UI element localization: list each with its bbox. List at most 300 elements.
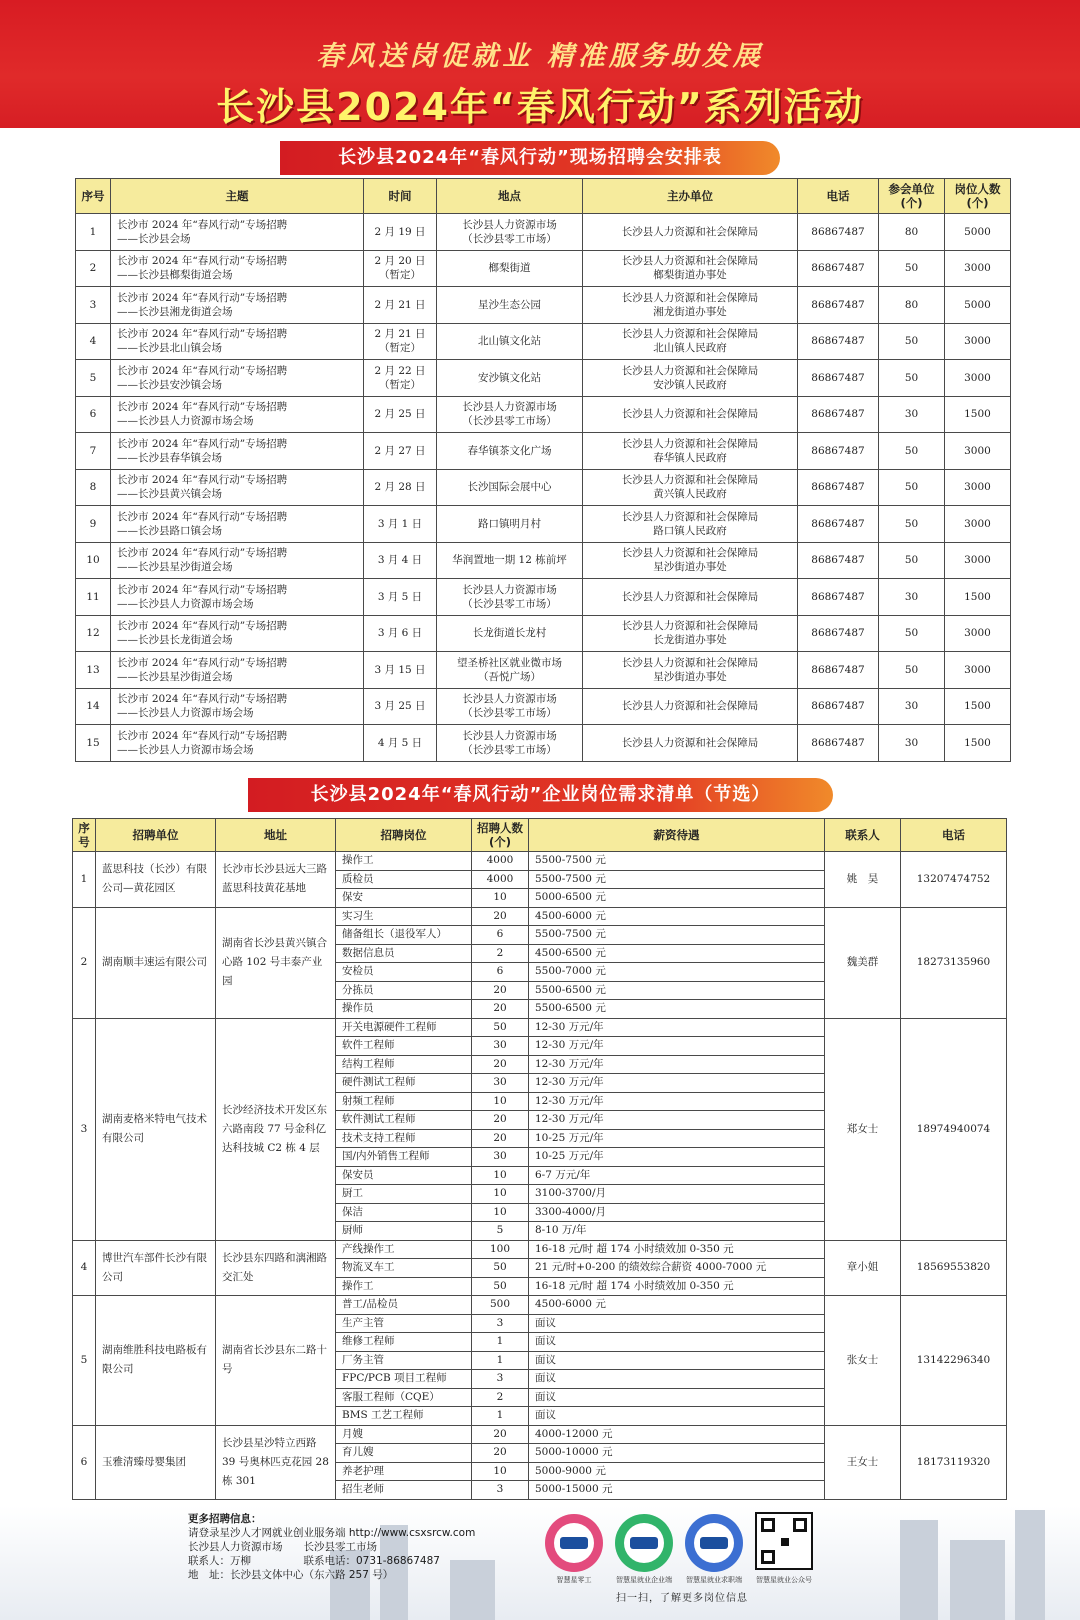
schedule-row xyxy=(76,433,1011,470)
schedule-phone: 86867487 xyxy=(798,688,879,725)
job-count: 3 xyxy=(472,1370,529,1389)
cell-line: 长沙市 2024 年“春风行动”专场招聘 xyxy=(117,401,288,414)
schedule-theme xyxy=(111,214,364,251)
cell-line: 2 月 27 日 xyxy=(374,444,426,457)
schedule-jobs: 1500 xyxy=(945,725,1011,762)
job-title: 国/内外销售工程师 xyxy=(336,1148,472,1167)
cell-line: （长沙县零工市场） xyxy=(462,597,557,610)
company-name: 湖南维胜科技电路板有限公司 xyxy=(96,1296,216,1426)
schedule-no: 10 xyxy=(76,542,111,579)
cell-line: 长沙县人力资源和社会保障局 xyxy=(621,736,759,749)
schedule-row xyxy=(76,579,1011,616)
schedule-organizer xyxy=(583,652,798,689)
schedule-place xyxy=(437,542,583,579)
skyline-building xyxy=(1015,1510,1045,1620)
cell-line: 长沙县人力资源和社会保障局 xyxy=(621,656,759,669)
job-count: 1 xyxy=(472,1333,529,1352)
schedule-jobs: 3000 xyxy=(945,506,1011,543)
schedule-no: 3 xyxy=(76,287,111,324)
schedule-place xyxy=(437,287,583,324)
schedule-phone: 86867487 xyxy=(798,725,879,762)
job-count: 20 xyxy=(472,1055,529,1074)
job-count: 10 xyxy=(472,889,529,908)
job-salary: 3100-3700/月 xyxy=(529,1185,825,1204)
schedule-jobs: 3000 xyxy=(945,250,1011,287)
cell-line: 长沙县人力资源市场 xyxy=(462,401,557,414)
schedule-organizer xyxy=(583,725,798,762)
company-name: 湖南顺丰速运有限公司 xyxy=(96,907,216,1018)
cell-line: 3 月 25 日 xyxy=(374,700,426,713)
job-title: 月嫂 xyxy=(336,1425,472,1444)
cell-line: ——长沙县人力资源市场会场 xyxy=(117,743,254,756)
job-count: 30 xyxy=(472,1037,529,1056)
job-count: 50 xyxy=(472,1018,529,1037)
schedule-units: 50 xyxy=(879,506,945,543)
job-salary: 5500-7000 元 xyxy=(529,963,825,982)
schedule-place xyxy=(437,579,583,616)
schedule-no: 12 xyxy=(76,615,111,652)
demand-header-row xyxy=(73,819,1007,852)
cell-line: 3 月 4 日 xyxy=(377,554,423,567)
job-salary: 12-30 万元/年 xyxy=(529,1074,825,1093)
qr-code-icon[interactable] xyxy=(755,1512,813,1570)
job-salary: 8-10 万/年 xyxy=(529,1222,825,1241)
schedule-jobs: 5000 xyxy=(945,214,1011,251)
job-title: 操作员 xyxy=(336,1000,472,1019)
cell-line: ——长沙县人力资源市场会场 xyxy=(117,597,254,610)
schedule-jobs: 3000 xyxy=(945,652,1011,689)
cell-line: 3 月 15 日 xyxy=(374,663,426,676)
cell-line: 长沙县人力资源市场 xyxy=(462,583,557,596)
cell-line: ——长沙县人力资源市场会场 xyxy=(117,707,254,720)
company-phone: 18569553820 xyxy=(901,1240,1007,1296)
schedule-theme xyxy=(111,615,364,652)
job-title: 安检员 xyxy=(336,963,472,982)
col-addr: 地址 xyxy=(216,819,336,852)
company-name: 蓝思科技（长沙）有限公司—黄花园区 xyxy=(96,852,216,908)
schedule-place xyxy=(437,652,583,689)
col-post: 招聘岗位 xyxy=(336,819,472,852)
job-salary: 6-7 万元/年 xyxy=(529,1166,825,1185)
schedule-place xyxy=(437,469,583,506)
cell-line: 北山镇人民政府 xyxy=(653,342,727,355)
schedule-jobs: 3000 xyxy=(945,433,1011,470)
job-salary: 10-25 万元/年 xyxy=(529,1148,825,1167)
cell-line: 华润置地一期 12 栋前坪 xyxy=(452,554,567,567)
schedule-row xyxy=(76,250,1011,287)
cell-line: 长沙县人力资源和社会保障局 xyxy=(621,620,759,633)
job-count: 10 xyxy=(472,1462,529,1481)
schedule-place xyxy=(437,688,583,725)
schedule-jobs: 5000 xyxy=(945,287,1011,324)
job-count: 10 xyxy=(472,1092,529,1111)
cell-line: 榔梨街道办事处 xyxy=(653,269,727,282)
cell-line: 春华镇人民政府 xyxy=(653,451,727,464)
col-no: 序号 xyxy=(76,179,111,214)
schedule-no: 1 xyxy=(76,214,111,251)
schedule-organizer xyxy=(583,287,798,324)
cell-line: 望圣桥社区就业微市场 xyxy=(457,656,562,669)
demand-row xyxy=(73,852,1007,871)
company-no: 6 xyxy=(73,1425,96,1499)
cell-line: 2 月 19 日 xyxy=(374,225,426,238)
col-phone: 电话 xyxy=(798,179,879,214)
cell-line: ——长沙县湘龙街道会场 xyxy=(117,305,233,318)
qr-caption: 智慧星就业企业端 xyxy=(616,1576,672,1584)
schedule-organizer xyxy=(583,542,798,579)
schedule-jobs: 3000 xyxy=(945,615,1011,652)
demand-row xyxy=(73,1240,1007,1259)
schedule-row xyxy=(76,214,1011,251)
schedule-organizer xyxy=(583,615,798,652)
company-no: 4 xyxy=(73,1240,96,1296)
job-salary: 4500-6000 元 xyxy=(529,1296,825,1315)
footer-line: 地 址：长沙县文体中心（东六路 257 号） xyxy=(188,1569,394,1581)
cell-line: 3 月 1 日 xyxy=(377,517,423,530)
schedule-organizer xyxy=(583,250,798,287)
schedule-theme xyxy=(111,323,364,360)
skyline-building xyxy=(950,1540,1005,1620)
company-address: 湖南省长沙县东二路十号 xyxy=(216,1296,336,1426)
job-salary: 21 元/时+0-200 的绩效综合薪资 4000-7000 元 xyxy=(529,1259,825,1278)
schedule-jobs: 1500 xyxy=(945,396,1011,433)
company-contact: 张女士 xyxy=(825,1296,901,1426)
cell-line: 长沙县人力资源和社会保障局 xyxy=(621,510,759,523)
schedule-time xyxy=(364,688,437,725)
schedule-time xyxy=(364,542,437,579)
cell-line: 星沙街道办事处 xyxy=(653,670,727,683)
col-time: 时间 xyxy=(364,179,437,214)
schedule-organizer xyxy=(583,396,798,433)
cell-line: （暂定） xyxy=(379,342,421,355)
schedule-organizer xyxy=(583,688,798,725)
job-title: 物流叉车工 xyxy=(336,1259,472,1278)
job-title: 保安员 xyxy=(336,1166,472,1185)
demand-title: 长沙县2024年“春风行动”企业岗位需求清单（节选） xyxy=(248,778,833,812)
cell-line: 长沙市 2024 年“春风行动”专场招聘 xyxy=(117,437,288,450)
footer-line: 请登录星沙人才网就业创业服务端 http://www.csxsrcw.com xyxy=(188,1527,476,1539)
company-no: 1 xyxy=(73,852,96,908)
job-title: 保安 xyxy=(336,889,472,908)
job-count: 10 xyxy=(472,1185,529,1204)
cell-line: （长沙县零工市场） xyxy=(462,743,557,756)
cell-line: （长沙县零工市场） xyxy=(462,232,557,245)
demand-table xyxy=(72,818,1007,1500)
job-salary: 面议 xyxy=(529,1388,825,1407)
schedule-time xyxy=(364,579,437,616)
schedule-theme xyxy=(111,688,364,725)
schedule-place xyxy=(437,725,583,762)
schedule-units: 80 xyxy=(879,287,945,324)
schedule-title: 长沙县2024年“春风行动”现场招聘会安排表 xyxy=(280,141,780,175)
schedule-units: 50 xyxy=(879,360,945,397)
schedule-time xyxy=(364,433,437,470)
job-title: 育儿嫂 xyxy=(336,1444,472,1463)
schedule-place xyxy=(437,433,583,470)
job-count: 4000 xyxy=(472,870,529,889)
schedule-place xyxy=(437,506,583,543)
schedule-time xyxy=(364,323,437,360)
schedule-organizer xyxy=(583,323,798,360)
cell-line: 湘龙街道办事处 xyxy=(653,305,727,318)
cell-line: 2 月 28 日 xyxy=(374,481,426,494)
page-title: 长沙县2024年“春风行动”系列活动 xyxy=(216,85,864,129)
schedule-theme xyxy=(111,579,364,616)
schedule-row xyxy=(76,615,1011,652)
cell-line: ——长沙县黄兴镇会场 xyxy=(117,488,222,501)
cell-line: ——长沙县春华镇会场 xyxy=(117,451,222,464)
schedule-row xyxy=(76,396,1011,433)
col-no: 序号 xyxy=(73,819,96,852)
company-name: 博世汽车部件长沙有限公司 xyxy=(96,1240,216,1296)
job-title: 分拣员 xyxy=(336,981,472,1000)
company-phone: 18273135960 xyxy=(901,907,1007,1018)
job-salary: 面议 xyxy=(529,1351,825,1370)
schedule-phone: 86867487 xyxy=(798,323,879,360)
schedule-time xyxy=(364,652,437,689)
job-count: 1 xyxy=(472,1351,529,1370)
company-address: 长沙市长沙县远大三路蓝思科技黄花基地 xyxy=(216,852,336,908)
job-count: 5 xyxy=(472,1222,529,1241)
job-count: 30 xyxy=(472,1148,529,1167)
job-title: 厨师 xyxy=(336,1222,472,1241)
schedule-place xyxy=(437,214,583,251)
schedule-no: 14 xyxy=(76,688,111,725)
col-units: 参会单位(个) xyxy=(879,179,945,214)
job-salary: 4000-12000 元 xyxy=(529,1425,825,1444)
job-title: 招生老师 xyxy=(336,1481,472,1500)
job-count: 10 xyxy=(472,1166,529,1185)
job-salary: 5500-6500 元 xyxy=(529,1000,825,1019)
cell-line: 长龙街道办事处 xyxy=(653,634,727,647)
cell-line: 长沙县人力资源和社会保障局 xyxy=(621,700,759,713)
schedule-theme xyxy=(111,725,364,762)
cell-line: 长沙县人力资源市场 xyxy=(462,729,557,742)
col-phone: 电话 xyxy=(901,819,1007,852)
cell-line: 安沙镇人民政府 xyxy=(653,378,727,391)
cell-line: （吾悦广场） xyxy=(478,670,541,683)
cell-line: 4 月 5 日 xyxy=(377,736,423,749)
job-title: 软件工程师 xyxy=(336,1037,472,1056)
schedule-time xyxy=(364,396,437,433)
cell-line: 长沙市 2024 年“春风行动”专场招聘 xyxy=(117,364,288,377)
schedule-theme xyxy=(111,250,364,287)
cell-line: 长沙市 2024 年“春风行动”专场招聘 xyxy=(117,729,288,742)
cell-line: 长沙县人力资源市场 xyxy=(462,218,557,231)
schedule-units: 30 xyxy=(879,396,945,433)
schedule-row xyxy=(76,542,1011,579)
job-title: 客服工程师（CQE） xyxy=(336,1388,472,1407)
company-phone: 18173119320 xyxy=(901,1425,1007,1499)
company-phone: 13142296340 xyxy=(901,1296,1007,1426)
schedule-place xyxy=(437,360,583,397)
job-salary: 5500-7500 元 xyxy=(529,926,825,945)
schedule-phone: 86867487 xyxy=(798,615,879,652)
schedule-no: 9 xyxy=(76,506,111,543)
schedule-units: 50 xyxy=(879,323,945,360)
cell-line: 长沙县人力资源和社会保障局 xyxy=(621,590,759,603)
job-count: 1 xyxy=(472,1407,529,1426)
company-address: 湖南省长沙县黄兴镇合心路 102 号丰泰产业园 xyxy=(216,907,336,1018)
job-title: 硬件测试工程师 xyxy=(336,1074,472,1093)
job-count: 4000 xyxy=(472,852,529,871)
cell-line: 长沙市 2024 年“春风行动”专场招聘 xyxy=(117,656,288,669)
schedule-phone: 86867487 xyxy=(798,360,879,397)
schedule-header-row xyxy=(76,179,1011,214)
job-count: 6 xyxy=(472,926,529,945)
cell-line: 长沙市 2024 年“春风行动”专场招聘 xyxy=(117,474,288,487)
job-salary: 12-30 万元/年 xyxy=(529,1018,825,1037)
schedule-no: 2 xyxy=(76,250,111,287)
footer-line: 长沙县人力资源市场 长沙县零工市场 xyxy=(188,1541,377,1553)
cell-line: ——长沙县人力资源市场会场 xyxy=(117,415,254,428)
schedule-units: 80 xyxy=(879,214,945,251)
job-title: 软件测试工程师 xyxy=(336,1111,472,1130)
cell-line: 长沙市 2024 年“春风行动”专场招聘 xyxy=(117,693,288,706)
schedule-units: 30 xyxy=(879,579,945,616)
schedule-jobs: 1500 xyxy=(945,579,1011,616)
company-name: 湖南麦格米特电气技术有限公司 xyxy=(96,1018,216,1240)
schedule-units: 50 xyxy=(879,542,945,579)
schedule-organizer xyxy=(583,214,798,251)
schedule-jobs: 3000 xyxy=(945,542,1011,579)
schedule-time xyxy=(364,287,437,324)
schedule-theme xyxy=(111,396,364,433)
job-count: 20 xyxy=(472,981,529,1000)
job-title: 操作工 xyxy=(336,1277,472,1296)
company-address: 长沙县东四路和漓湘路交汇处 xyxy=(216,1240,336,1296)
job-title: 保洁 xyxy=(336,1203,472,1222)
skyline-building xyxy=(900,1520,938,1620)
cell-line: 长沙市 2024 年“春风行动”专场招聘 xyxy=(117,328,288,341)
qr-caption: 智慧星零工 xyxy=(556,1576,592,1584)
schedule-row xyxy=(76,469,1011,506)
company-contact: 章小姐 xyxy=(825,1240,901,1296)
schedule-jobs: 3000 xyxy=(945,469,1011,506)
schedule-jobs: 1500 xyxy=(945,688,1011,725)
cell-line: 春华镇茶文化广场 xyxy=(467,444,552,457)
job-title: 质检员 xyxy=(336,870,472,889)
job-salary: 4500-6000 元 xyxy=(529,907,825,926)
schedule-organizer xyxy=(583,506,798,543)
cell-line: ——长沙县北山镇会场 xyxy=(117,342,222,355)
job-title: FPC/PCB 项目工程师 xyxy=(336,1370,472,1389)
schedule-organizer xyxy=(583,433,798,470)
job-count: 3 xyxy=(472,1314,529,1333)
job-count: 10 xyxy=(472,1203,529,1222)
job-count: 2 xyxy=(472,944,529,963)
cell-line: 长沙县人力资源和社会保障局 xyxy=(621,291,759,304)
job-salary: 面议 xyxy=(529,1314,825,1333)
schedule-time xyxy=(364,250,437,287)
job-title: 厂务主管 xyxy=(336,1351,472,1370)
company-no: 2 xyxy=(73,907,96,1018)
cell-line: 长沙市 2024 年“春风行动”专场招聘 xyxy=(117,255,288,268)
schedule-theme xyxy=(111,360,364,397)
job-title: 产线操作工 xyxy=(336,1240,472,1259)
miniapp-code-icon[interactable] xyxy=(545,1514,603,1572)
cell-line: 安沙镇文化站 xyxy=(478,371,541,384)
col-salary: 薪资待遇 xyxy=(529,819,825,852)
company-address: 长沙经济技术开发区东六路南段 77 号金科亿达科技城 C2 栋 4 层 xyxy=(216,1018,336,1240)
schedule-theme xyxy=(111,506,364,543)
col-theme: 主题 xyxy=(111,179,364,214)
schedule-no: 15 xyxy=(76,725,111,762)
schedule-phone: 86867487 xyxy=(798,506,879,543)
schedule-row xyxy=(76,652,1011,689)
company-contact: 王女士 xyxy=(825,1425,901,1499)
cell-line: 星沙街道办事处 xyxy=(653,561,727,574)
schedule-no: 8 xyxy=(76,469,111,506)
schedule-phone: 86867487 xyxy=(798,579,879,616)
cell-line: 长沙县人力资源和社会保障局 xyxy=(621,364,759,377)
cell-line: ——长沙县会场 xyxy=(117,232,191,245)
schedule-place xyxy=(437,323,583,360)
miniapp-code-icon[interactable] xyxy=(615,1514,673,1572)
cell-line: 长沙市 2024 年“春风行动”专场招聘 xyxy=(117,510,288,523)
schedule-time xyxy=(364,506,437,543)
schedule-theme xyxy=(111,469,364,506)
schedule-theme xyxy=(111,287,364,324)
job-salary: 12-30 万元/年 xyxy=(529,1055,825,1074)
cell-line: 2 月 22 日 xyxy=(374,364,426,377)
schedule-organizer xyxy=(583,360,798,397)
job-salary: 5500-6500 元 xyxy=(529,981,825,1000)
schedule-units: 30 xyxy=(879,725,945,762)
job-count: 2 xyxy=(472,1388,529,1407)
cell-line: 长沙市 2024 年“春风行动”专场招聘 xyxy=(117,291,288,304)
col-jobs: 岗位人数(个) xyxy=(945,179,1011,214)
footer xyxy=(0,1506,1080,1620)
col-unit: 招聘单位 xyxy=(96,819,216,852)
company-contact: 魏美群 xyxy=(825,907,901,1018)
cell-line: 北山镇文化站 xyxy=(478,335,541,348)
schedule-phone: 86867487 xyxy=(798,433,879,470)
company-no: 5 xyxy=(73,1296,96,1426)
schedule-no: 6 xyxy=(76,396,111,433)
schedule-table xyxy=(75,178,1011,762)
cell-line: ——长沙县安沙镇会场 xyxy=(117,378,222,391)
job-title: 结构工程师 xyxy=(336,1055,472,1074)
cell-line: 长沙县人力资源和社会保障局 xyxy=(621,328,759,341)
miniapp-code-icon[interactable] xyxy=(685,1514,743,1572)
company-no: 3 xyxy=(73,1018,96,1240)
job-count: 20 xyxy=(472,907,529,926)
schedule-row xyxy=(76,688,1011,725)
cell-line: 长沙县人力资源和社会保障局 xyxy=(621,437,759,450)
schedule-phone: 86867487 xyxy=(798,287,879,324)
schedule-units: 50 xyxy=(879,250,945,287)
job-salary: 5500-7500 元 xyxy=(529,870,825,889)
job-count: 20 xyxy=(472,1129,529,1148)
schedule-theme xyxy=(111,433,364,470)
cell-line: 2 月 20 日 xyxy=(374,255,426,268)
schedule-phone: 86867487 xyxy=(798,542,879,579)
job-title: BMS 工艺工程师 xyxy=(336,1407,472,1426)
cell-line: ——长沙县长龙街道会场 xyxy=(117,634,233,647)
cell-line: 路口镇明月村 xyxy=(478,517,541,530)
job-count: 6 xyxy=(472,963,529,982)
company-contact: 郑女士 xyxy=(825,1018,901,1240)
schedule-theme xyxy=(111,652,364,689)
schedule-place xyxy=(437,250,583,287)
job-salary: 面议 xyxy=(529,1407,825,1426)
company-phone: 18974940074 xyxy=(901,1018,1007,1240)
job-title: 养老护理 xyxy=(336,1462,472,1481)
job-title: 实习生 xyxy=(336,907,472,926)
schedule-time xyxy=(364,360,437,397)
job-title: 储备组长（退役军人） xyxy=(336,926,472,945)
